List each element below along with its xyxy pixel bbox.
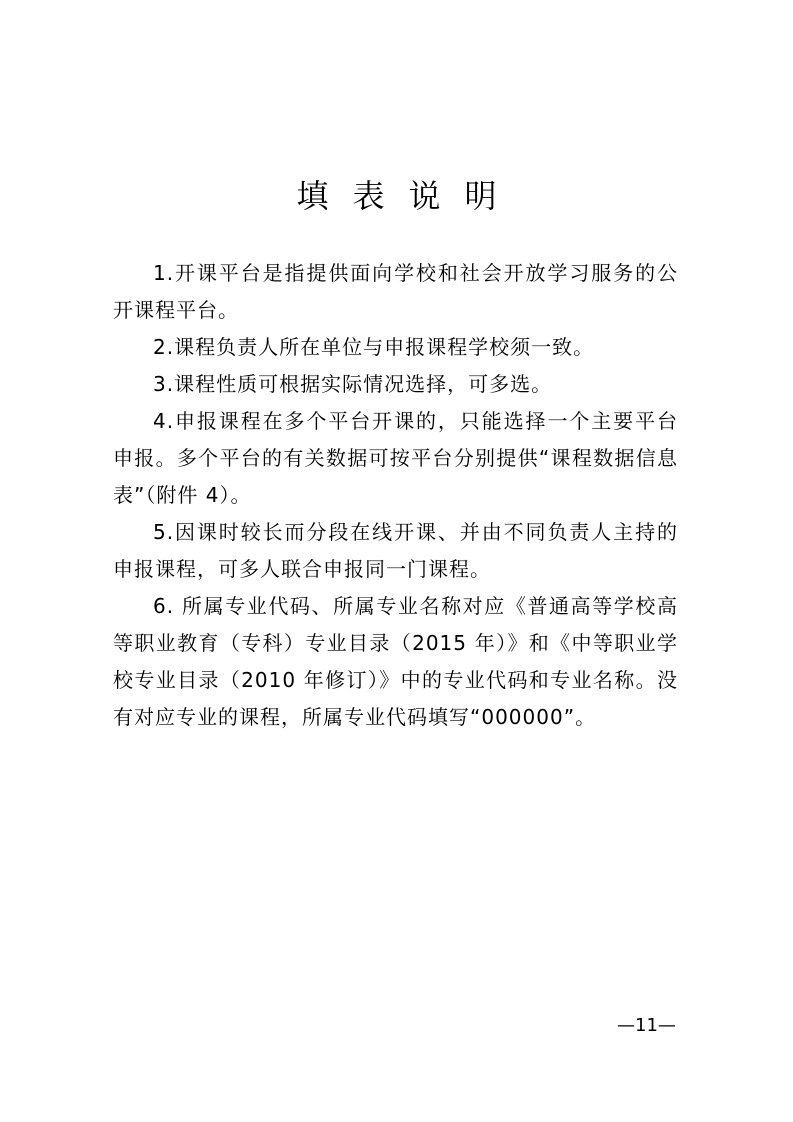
instruction-item-6: 6. 所属专业代码、所属专业名称对应《普通高等学校高等职业教育（专科）专业目录（2015 年）》和《中等职业学校专业目录（2010 年修订）》中的专业代码和专业名称。没有对应专业的课程，所属专业代码填写“000000”。: [113, 594, 678, 729]
instructions-body: [113, 255, 678, 736]
instruction-item-4: 4.申报课程在多个平台开课的，只能选择一个主要平台申报。多个平台的有关数据可按平台分别提供“课程数据信息表”（附件 4）。: [113, 409, 678, 507]
instruction-item-3: 3.课程性质可根据实际情况选择，可多选。: [153, 372, 553, 396]
page-number: —11—: [617, 1015, 676, 1036]
page-title: 填表说明: [296, 177, 521, 215]
instruction-item-5: 5.因课时较长而分段在线开课、并由不同负责人主持的申报课程，可多人联合申报同一门课程。: [113, 520, 678, 581]
instruction-item-1: 1.开课平台是指提供面向学校和社会开放学习服务的公开课程平台。: [113, 261, 678, 322]
instruction-item-2: 2.课程负责人所在单位与申报课程学校须一致。: [153, 335, 595, 359]
